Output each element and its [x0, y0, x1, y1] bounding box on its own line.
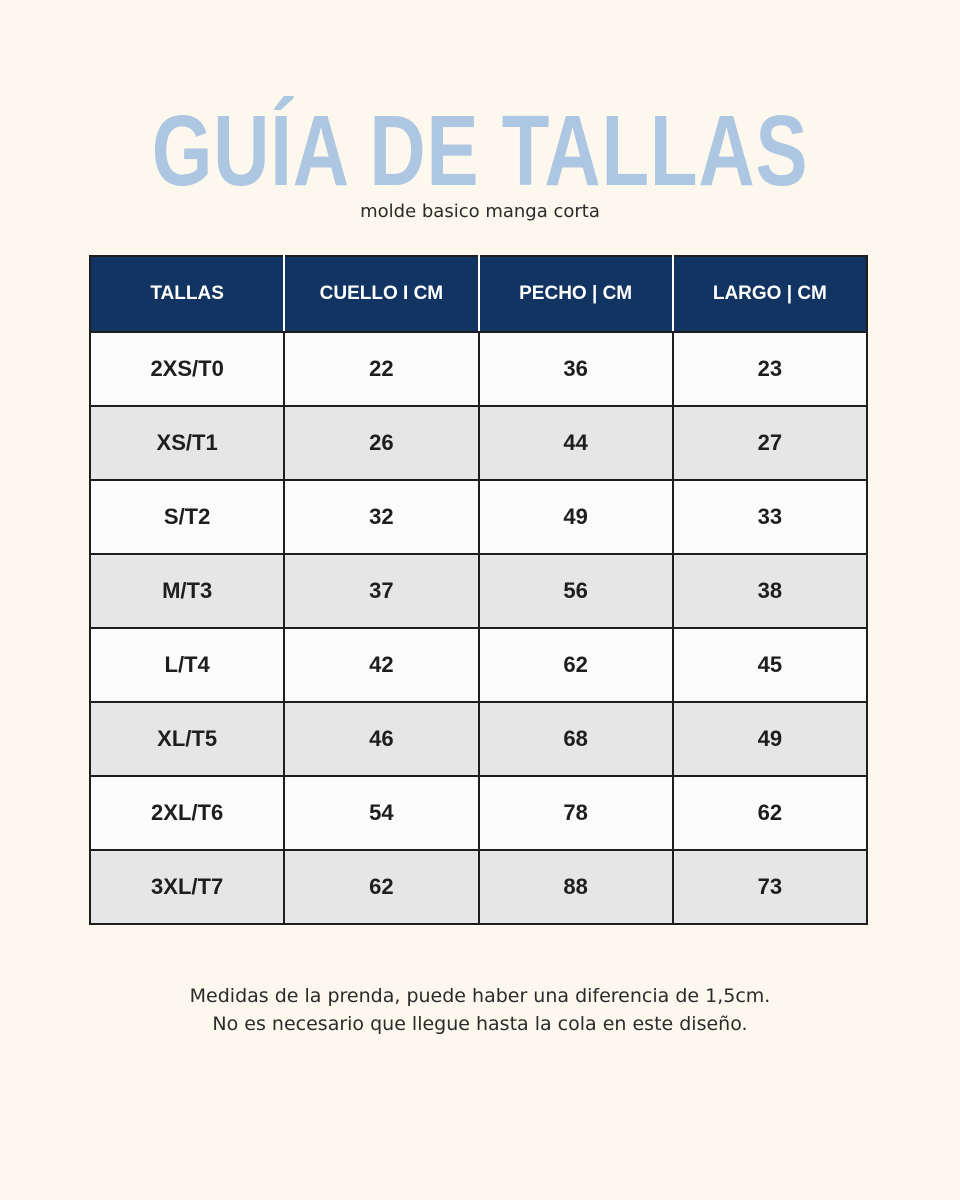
- footnote: [0, 982, 960, 1038]
- size-cell: S/T2: [90, 480, 284, 554]
- neck-cell: 62: [284, 850, 478, 924]
- length-cell: 62: [673, 776, 867, 850]
- length-cell: 38: [673, 554, 867, 628]
- length-cell: 49: [673, 702, 867, 776]
- neck-cell: 42: [284, 628, 478, 702]
- size-chart-table: [89, 255, 868, 925]
- size-cell: 3XL/T7: [90, 850, 284, 924]
- column-header-tallas: TALLAS: [90, 256, 284, 332]
- neck-cell: 54: [284, 776, 478, 850]
- chest-cell: 49: [479, 480, 673, 554]
- length-cell: 33: [673, 480, 867, 554]
- table-header-row: [90, 256, 867, 332]
- chest-cell: 62: [479, 628, 673, 702]
- column-header-cuello: CUELLO I CM: [284, 256, 478, 332]
- neck-cell: 26: [284, 406, 478, 480]
- neck-cell: 46: [284, 702, 478, 776]
- table-row: [90, 332, 867, 406]
- footnote-line-2: No es necesario que llegue hasta la cola en este diseño.: [212, 1013, 748, 1035]
- page-title: GUÍA DE TALLAS: [151, 95, 809, 207]
- chest-cell: 78: [479, 776, 673, 850]
- table-row: [90, 406, 867, 480]
- size-cell: XS/T1: [90, 406, 284, 480]
- table-row: [90, 628, 867, 702]
- column-header-pecho: PECHO | CM: [479, 256, 673, 332]
- chest-cell: 56: [479, 554, 673, 628]
- table-row: [90, 480, 867, 554]
- length-cell: 27: [673, 406, 867, 480]
- size-cell: 2XS/T0: [90, 332, 284, 406]
- neck-cell: 32: [284, 480, 478, 554]
- size-cell: M/T3: [90, 554, 284, 628]
- length-cell: 45: [673, 628, 867, 702]
- size-cell: L/T4: [90, 628, 284, 702]
- neck-cell: 37: [284, 554, 478, 628]
- table-row: [90, 554, 867, 628]
- length-cell: 23: [673, 332, 867, 406]
- chest-cell: 36: [479, 332, 673, 406]
- size-cell: 2XL/T6: [90, 776, 284, 850]
- length-cell: 73: [673, 850, 867, 924]
- neck-cell: 22: [284, 332, 478, 406]
- column-header-largo: LARGO | CM: [673, 256, 867, 332]
- page-subtitle: molde basico manga corta: [360, 201, 600, 222]
- size-cell: XL/T5: [90, 702, 284, 776]
- table-row: [90, 776, 867, 850]
- chest-cell: 44: [479, 406, 673, 480]
- chest-cell: 88: [479, 850, 673, 924]
- table-row: [90, 702, 867, 776]
- chest-cell: 68: [479, 702, 673, 776]
- table-row: [90, 850, 867, 924]
- footnote-line-1: Medidas de la prenda, puede haber una diferencia de 1,5cm.: [189, 985, 771, 1007]
